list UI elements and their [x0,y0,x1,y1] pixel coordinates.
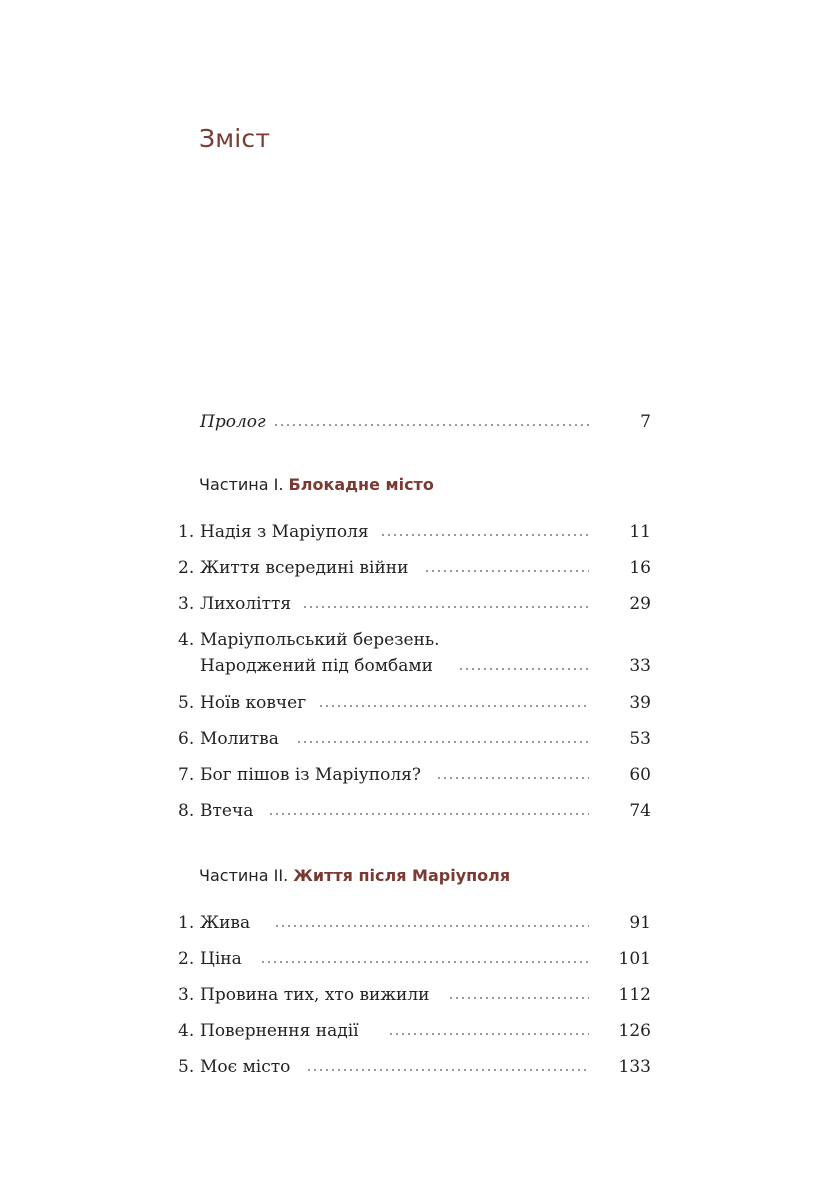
toc-entry[interactable] [178,1019,651,1043]
toc-entry[interactable] [178,947,651,971]
dot-leader [302,606,589,608]
page-title: Зміст [199,124,271,153]
page-number: 16 [629,558,651,578]
chapter-number: 3. [178,985,195,1005]
entry-title: Втеча [200,801,254,821]
entry-title: Лихоліття [200,594,292,614]
page-number: 29 [629,594,651,614]
toc-entry[interactable] [178,983,651,1007]
toc-entry[interactable] [178,628,651,678]
entry-title: Бог пішов із Маріуполя? [200,765,421,785]
toc-entry[interactable] [178,911,651,935]
dot-leader [424,570,589,572]
page-number: 91 [629,913,651,933]
part-heading-1 [199,475,434,494]
toc-entry[interactable] [178,592,651,616]
dot-leader [273,424,589,426]
chapter-number: 2. [178,949,195,969]
dot-leader [296,741,589,743]
entry-title: Маріупольський березень. [200,630,440,650]
entry-title: Ноїв ковчег [200,693,307,713]
toc-entry[interactable] [178,691,651,715]
part-prefix: Частина II. [199,866,289,885]
dot-leader [436,777,589,779]
toc-entry[interactable] [178,763,651,787]
entry-title: Жива [200,913,251,933]
entry-title: Надія з Маріуполя [200,522,369,542]
page-number: 7 [640,412,651,432]
part-title: Життя після Маріуполя [293,866,511,885]
toc-entry[interactable] [178,799,651,823]
page-number: 126 [618,1021,651,1041]
dot-leader [268,813,589,815]
dot-leader [448,997,589,999]
page-number: 33 [629,656,651,676]
chapter-number: 2. [178,558,195,578]
part-heading-2 [199,866,510,885]
chapter-number: 5. [178,693,195,713]
dot-leader [318,705,589,707]
chapter-number: 6. [178,729,195,749]
chapter-number: 7. [178,765,195,785]
entry-title: Ціна [200,949,242,969]
toc-entry-prolog[interactable] [178,410,651,434]
page-number: 39 [629,693,651,713]
entry-title: Повернення надії [200,1021,359,1041]
dot-leader [306,1069,589,1071]
toc-entry[interactable] [178,1055,651,1079]
entry-title: Провина тих, хто вижили [200,985,430,1005]
chapter-number: 1. [178,913,195,933]
chapter-number: 4. [178,1021,195,1041]
page-number: 11 [629,522,651,542]
chapter-number: 1. [178,522,195,542]
toc-entry[interactable] [178,556,651,580]
dot-leader [260,961,589,963]
chapter-number: 5. [178,1057,195,1077]
entry-title: Пролог [200,412,266,432]
dot-leader [380,534,589,536]
entry-title: Молитва [200,729,279,749]
toc-entry[interactable] [178,727,651,751]
part-title: Блокадне місто [288,475,434,494]
page-number: 74 [629,801,651,821]
page-number: 101 [618,949,651,969]
chapter-number: 3. [178,594,195,614]
toc-entry[interactable] [178,520,651,544]
chapter-number: 4. [178,630,195,650]
entry-title: Життя всередині війни [200,558,409,578]
chapter-number: 8. [178,801,195,821]
dot-leader [388,1033,589,1035]
entry-title-line2: Народжений під бомбами [200,656,433,676]
part-prefix: Частина I. [199,475,284,494]
page-number: 53 [629,729,651,749]
page-number: 60 [629,765,651,785]
entry-title: Моє місто [200,1057,291,1077]
page-number: 112 [618,985,651,1005]
dot-leader [458,668,589,670]
dot-leader [274,925,589,927]
page-number: 133 [618,1057,651,1077]
